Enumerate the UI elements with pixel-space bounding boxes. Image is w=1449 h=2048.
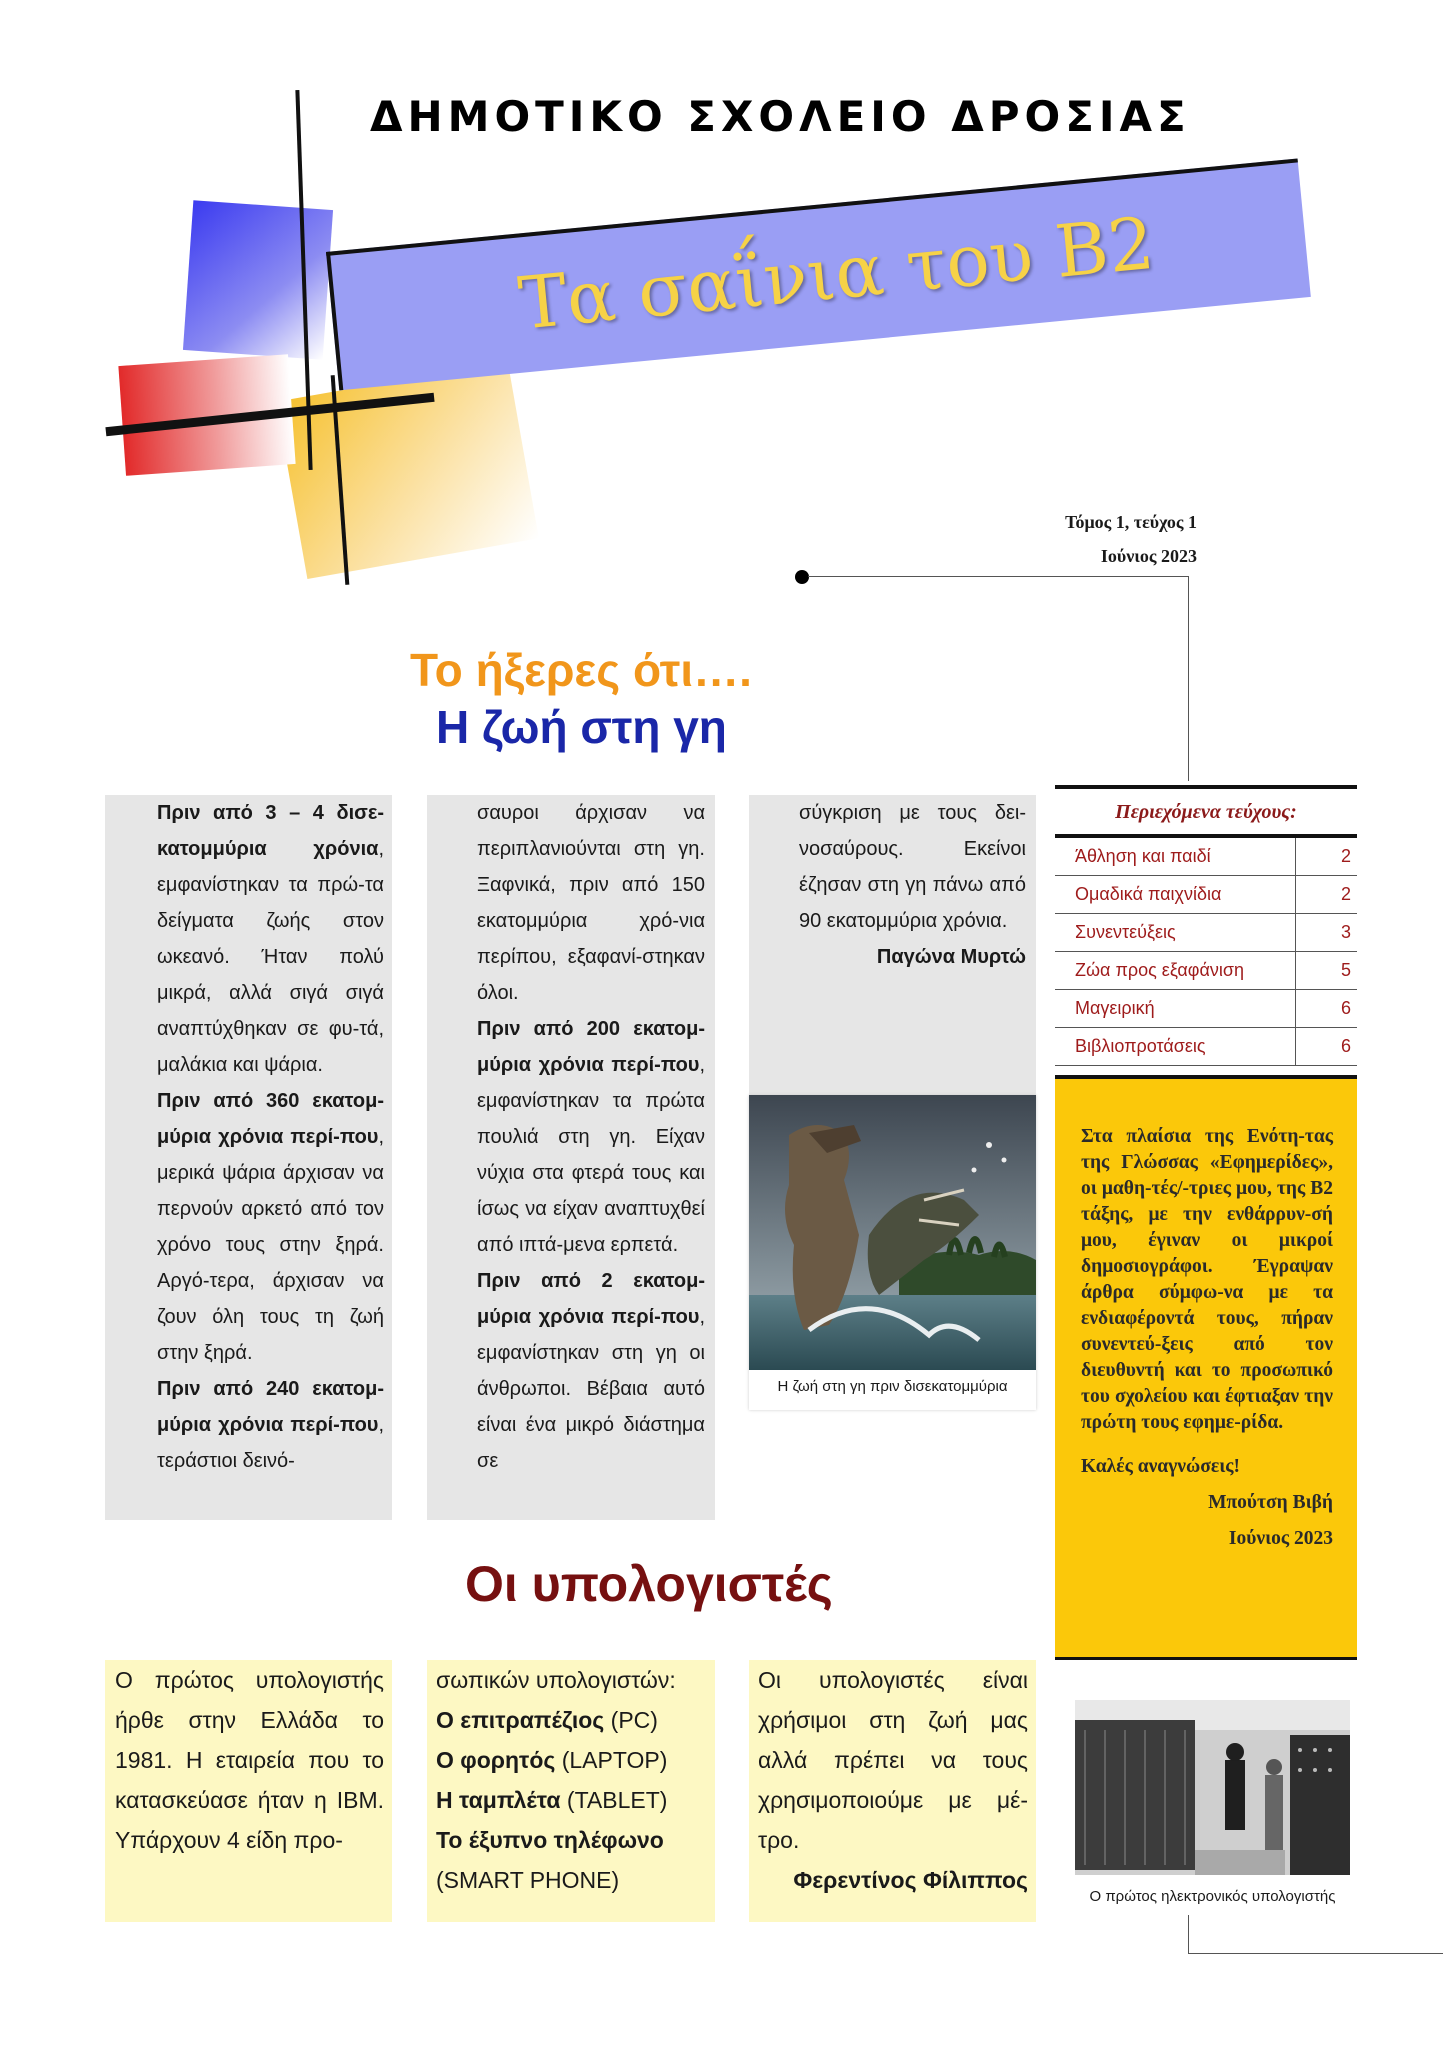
table-of-contents [1055, 785, 1357, 1066]
connector-line-bottom [1188, 1915, 1189, 1953]
paragraph: Οι υπολογιστές είναι χρήσιμοι στη ζωή μας αλλά πρέπει να τους χρησιμοποιούμε με μέ-τρο. [758, 1667, 1028, 1853]
paragraph: Πριν από 240 εκατομ-μύρια χρόνια περί-που, τεράστιοι δεινό- [157, 1378, 384, 1472]
toc-title: Άθληση και παιδί [1075, 846, 1211, 866]
editorial-text: Στα πλαίσια της Ενότη-τας της Γλώσσας «Εφημερίδες», οι μαθη-τές/-τριες μου, της Β2 τάξης, με την ενθάρρυν-σή μου, έγιναν οι μικροί δημοσιογράφοι. Έγραψαν άρθρα σύμφω-να με τα ενδιαφέροντά τους, πήραν συνεντεύ-ξεις από τον διευθυντή και το προσωπικό του σχολείου και έφτιαξαν την πρώτη τους εφημε-ρίδα. [1081, 1126, 1333, 1433]
toc-page: 2 [1295, 876, 1357, 913]
editorial-box [1055, 1075, 1357, 1660]
list-item: Η ταμπλέτα (TABLET) [436, 1787, 668, 1813]
editorial-date: Ιούνιος 2023 [1228, 1528, 1333, 1549]
editorial-signature: Μπούτση Βιβή [1208, 1492, 1333, 1513]
toc-title: Ομαδικά παιχνίδια [1075, 884, 1222, 904]
paragraph: Ο πρώτος υπολογιστής ήρθε στην Ελλάδα το 1981. Η εταιρεία που το κατασκεύασε ήταν η IBM. Υπάρχουν 4 είδη προ- [115, 1667, 384, 1853]
article-headline: Η ζωή στη γη [436, 701, 727, 753]
article-kicker: Το ήξερες ότι…. [410, 644, 752, 696]
school-name: ΔΗΜΟΤΙΚΟ ΣΧΟΛΕΙΟ ΔΡΟΣΙΑΣ [370, 92, 1191, 141]
toc-heading: Περιεχόμενα τεύχους: [1055, 789, 1357, 838]
article2-headline: Οι υπολογιστές [465, 1556, 833, 1612]
connector-dot [795, 570, 809, 584]
connector-line-vertical [1188, 576, 1189, 781]
article1-column-3 [749, 795, 1036, 1100]
issue-info [1065, 505, 1197, 573]
paragraph: Πριν από 360 εκατομ-μύρια χρόνια περί-που, μερικά ψάρια άρχισαν να περνούν αρκετό από τον χρόνο τους στην ξηρά. Αργό-τερα, άρχισαν να ζουν όλη τους τη ζωή στην ξηρά. [157, 1090, 384, 1364]
toc-page: 5 [1295, 952, 1357, 989]
list-item: Το έξυπνο τηλέφωνο (SMART PHONE) [436, 1827, 664, 1893]
article2-column-1 [105, 1660, 392, 1922]
toc-row[interactable] [1055, 914, 1357, 952]
toc-title: Μαγειρική [1075, 998, 1155, 1018]
paragraph: Πριν από 200 εκατομ-μύρια χρόνια περί-που, εμφανίστηκαν τα πρώτα πουλιά στη γη. Είχαν νύχια στα φτερά τους και ίσως να είχαν αναπτυχθεί από ιπτά-μενα ερπετά. [477, 1018, 705, 1256]
paragraph: σύγκριση με τους δει-νοσαύρους. Εκείνοι έζησαν στη γη πάνω από 90 εκατομμύρια χρόνια. [799, 802, 1026, 932]
list-item: Ο φορητός (LAPTOP) [436, 1747, 668, 1773]
issue-volume: Τόμος 1, τεύχος 1 [1065, 512, 1197, 532]
computer-photo [1075, 1700, 1350, 1875]
dinosaur-photo-card [749, 1095, 1036, 1410]
article2-column-2 [427, 1660, 715, 1922]
paragraph: Πριν από 3 – 4 δισε-κατομμύρια χρόνια, εμφανίστηκαν τα πρώ-τα δείγματα ζωής στον ωκεανό. Ήταν πολύ μικρά, αλλά σιγά σιγά αναπτύχθηκαν σε φυ-τά, μαλάκια και ψάρια. [157, 802, 384, 1076]
masthead-blue-square [183, 200, 333, 359]
article2-column-3 [749, 1660, 1036, 1922]
toc-row[interactable] [1055, 1028, 1357, 1066]
toc-row[interactable] [1055, 952, 1357, 990]
toc-page: 6 [1295, 1028, 1357, 1065]
dinosaur-image-caption: Η ζωή στη γη πριν δισεκατομμύρια [777, 1378, 1008, 1395]
toc-row[interactable] [1055, 876, 1357, 914]
newsletter-title: Τα σαΐνια του Β2 [515, 200, 1158, 346]
connector-line-bottom-h [1188, 1953, 1443, 1954]
paragraph: σαυροι άρχισαν να περιπλανιούνται στη γη. Ξαφνικά, πριν από 150 εκατομμύρια χρό-νια περίπου, εξαφανί-στηκαν όλοι. [477, 802, 705, 1004]
toc-title: Ζώα προς εξαφάνιση [1075, 960, 1245, 980]
toc-row[interactable] [1055, 838, 1357, 876]
article2-author: Φερεντίνος Φίλιππος [793, 1867, 1028, 1893]
toc-page: 2 [1295, 838, 1357, 875]
article1-column-2 [427, 795, 715, 1520]
editorial-greeting: Καλές αναγνώσεις! [1081, 1456, 1240, 1477]
toc-page: 6 [1295, 990, 1357, 1027]
toc-title: Βιβλιοπροτάσεις [1075, 1036, 1206, 1056]
issue-date: Ιούνιος 2023 [1100, 546, 1197, 566]
connector-line [808, 576, 1188, 577]
list-item: Ο επιτραπέζιος (PC) [436, 1707, 658, 1733]
paragraph: σωπικών υπολογιστών: [436, 1667, 676, 1693]
paragraph: Πριν από 2 εκατομ-μύρια χρόνια περί-που, εμφανίστηκαν στη γη οι άνθρωποι. Βέβαια αυτό είναι ένα μικρό διάστημα σε [477, 1270, 705, 1472]
article1-column-1 [105, 795, 392, 1520]
masthead-yellow-square [276, 361, 539, 579]
computer-photo-caption: Ο πρώτος ηλεκτρονικός υπολογιστής [1089, 1888, 1336, 1905]
toc-page: 3 [1295, 914, 1357, 951]
dinosaur-image [749, 1095, 1036, 1370]
article-author: Παγώνα Μυρτώ [876, 946, 1026, 968]
toc-row[interactable] [1055, 990, 1357, 1028]
toc-title: Συνεντεύξεις [1075, 922, 1176, 942]
